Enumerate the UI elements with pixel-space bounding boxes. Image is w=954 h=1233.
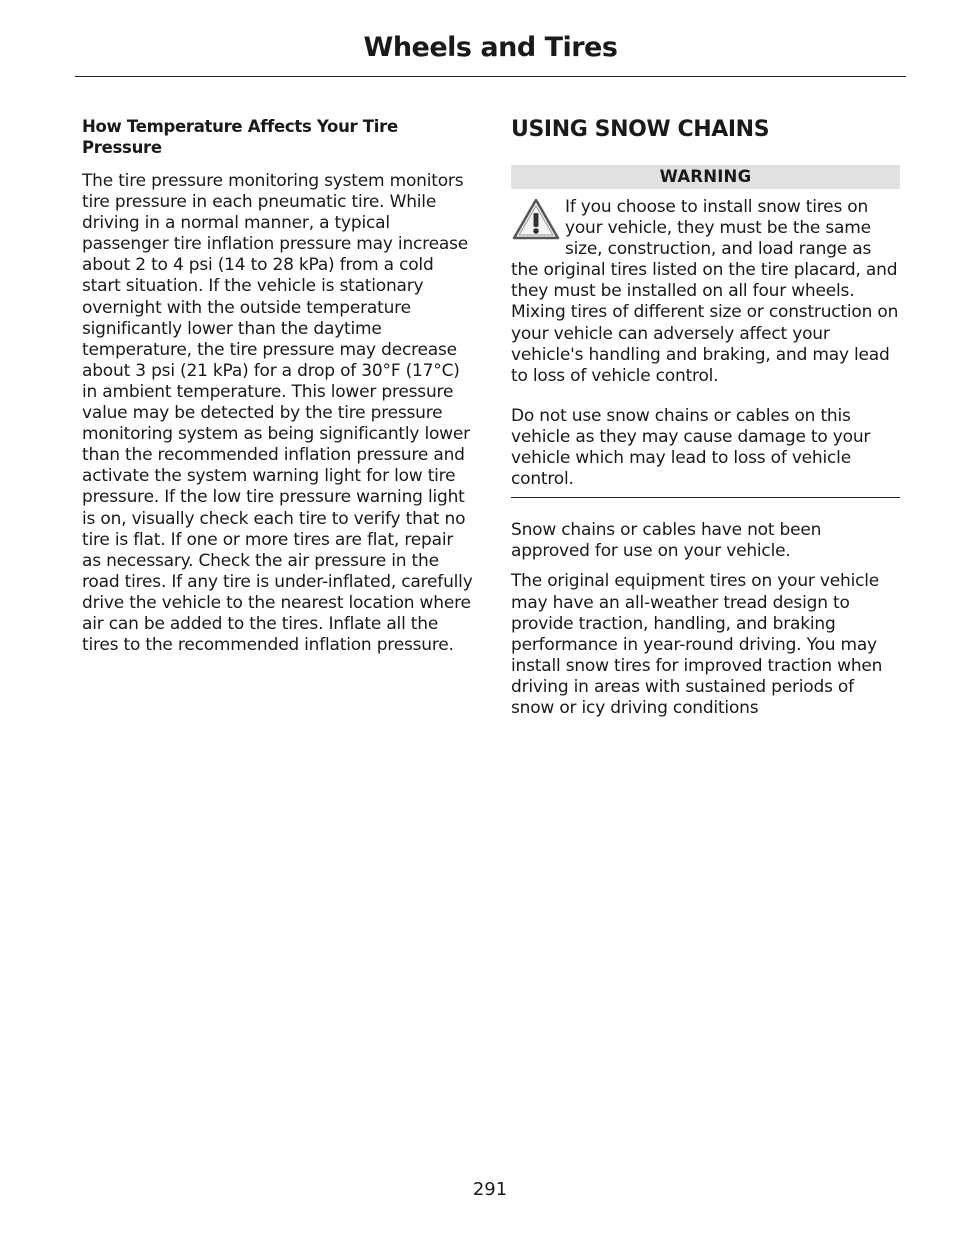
left-column [82, 116, 474, 656]
page-number: 291 [472, 1179, 508, 1200]
right-column [511, 116, 900, 719]
warning-paragraph-snow-chains: Do not use snow chains or cables on this vehicle as they may cause damage to your vehicle which may lead to loss of vehicle control. [511, 405, 871, 490]
warning-divider [511, 497, 900, 498]
warning-paragraph-snow-tires: If you choose to install snow tires on your vehicle, they must be the same size, construction, and load range as the original tires listed on the tire placard, and they must be installed on all four wheels. Mixing tires of different size or construction on your vehicle can adversely affect your vehicle's handling and braking, and may lead to loss of vehicle control. [511, 197, 899, 386]
warning-box [511, 197, 900, 490]
snow-chains-paragraph: Snow chains or cables have not been approved for use on your vehicle. [511, 520, 822, 562]
temperature-paragraph: The tire pressure monitoring system monitors tire pressure in each pneumatic tire. While driving in a normal manner, a typical passenger tire inflation pressure may increase about 2 to 4 psi (14 to 28 kPa) from a cold start situation. If the vehicle is stationary overnight with the outside temperature significantly lower than the daytime temperature, the tire pressure may decrease about 3 psi (21 kPa) for a drop of 30°F (17°C) in ambient temperature. This lower pressure value may be detected by the tire pressure monitoring system as being significantly lower than the recommended inflation pressure and activate the system warning light for low tire pressure. If the low tire pressure warning light is on, visually check each tire to verify that no tire is flat. If one or more tires are flat, repair as necessary. Check the air pressure in the road tires. If any tire is under-inflated, carefully drive the vehicle to the nearest location where air can be added to the tires. Inflate all the tires to the recommended inflation pressure. [82, 171, 473, 656]
page-title: Wheels and Tires [363, 32, 618, 63]
original-tires-paragraph: The original equipment tires on your vehicle may have an all-weather tread design to provide traction, handling, and braking performance in year-round driving. You may install snow tires for improved traction when driving in areas with sustained periods of snow or icy driving conditions [511, 571, 883, 718]
warning-label: WARNING [511, 165, 900, 189]
subheading-temperature: How Temperature Affects Your Tire Pressure [82, 117, 398, 157]
section-heading-snow-chains: USING SNOW CHAINS [511, 117, 770, 142]
page-header [75, 28, 906, 77]
warning-triangle-icon [511, 197, 561, 241]
